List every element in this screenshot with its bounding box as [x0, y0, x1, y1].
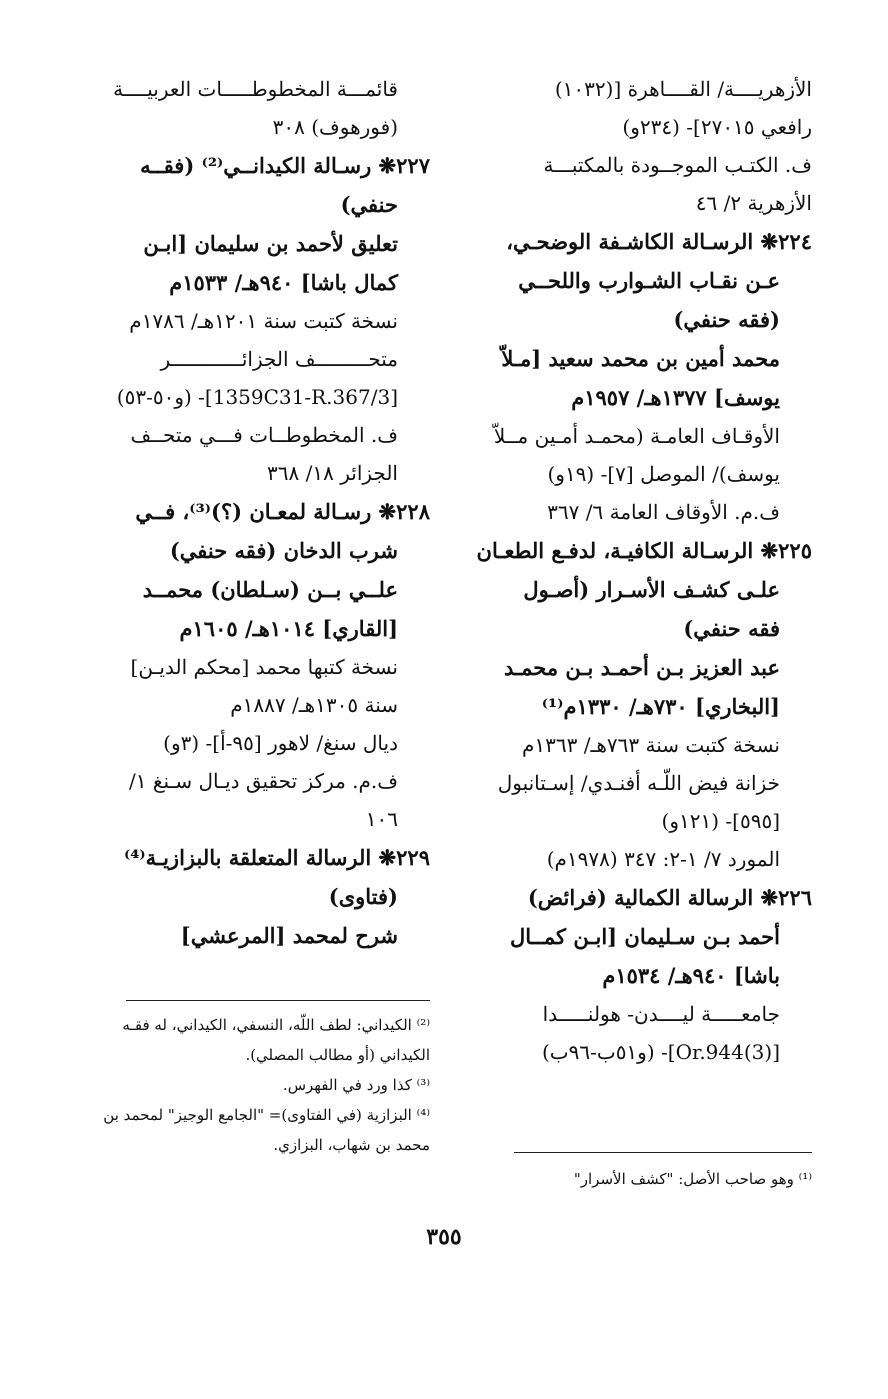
footnote-line: محمد بن شهاب، البزازي.: [273, 1136, 430, 1154]
entry-text-line: الجزائر ١٨/ ٣٦٨: [267, 461, 398, 485]
entry-heading-line: أحمد بـن سـليمان [ابـن كمــال: [509, 924, 780, 949]
right-column: [472, 70, 812, 1071]
entry-heading-line: محمد أمين بن محمد سعيد [مـلاّ: [501, 346, 780, 371]
entry-heading-line: ٢٢٥❋ الرسـالة الكافيـة، لدفـع الطعـان: [476, 538, 812, 563]
entry-text-line: نسخة كتبت سنة ٧٦٣هـ/ ١٣٦٣م: [522, 733, 780, 757]
entry-text-line: يوسف)/ الموصل [٧]- (١٩و): [547, 462, 780, 486]
entry-text-line: [Or.944(3)]- (و٥١ب-٩٦ب): [541, 1040, 780, 1064]
entry-text-line: [1359C31-R.367/3]- (و٥٠-٥٣): [116, 385, 398, 409]
entry-text-line: نسخة كتبت سنة ١٢٠١هـ/ ١٧٨٦م: [129, 309, 398, 333]
entry-text-line: ف.م. مركز تحقيق ديـال سـنغ ١/: [129, 769, 398, 793]
entry-text-line: الأزهريــــة/ القــــاهرة [(١٠٣٢): [554, 77, 812, 101]
entry-text-line: ف. المخطوطــات فـــي متحــف: [130, 423, 398, 447]
entry-heading-line: ٢٢٧❋ رسـالة الكيدانــي⁽²⁾ (فقــه: [140, 153, 430, 178]
entry-text-line: ف. الكتـب الموجــودة بالمكتبـــة: [543, 153, 812, 177]
entry-heading-line: علـى كشـف الأسـرار (أصـول: [523, 577, 780, 602]
entry-heading-line: علــي بــن (سـلطان) محمــد: [142, 577, 398, 602]
entry-heading-line: شرح لمحمد [المرعشي]: [180, 923, 398, 948]
entry-heading-line: [القاري] ١٠١٤هـ/ ١٦٠٥م: [179, 616, 398, 641]
entry-heading-line: يوسف] ١٣٧٧هـ/ ١٩٥٧م: [571, 385, 780, 410]
entry-heading-line: باشا] ٩٤٠هـ/ ١٥٣٤م: [602, 963, 780, 988]
entry-text-line: سنة ١٣٠٥هـ/ ١٨٨٧م: [230, 693, 398, 717]
entry-text-line: قائمـــة المخطوطـــــات العربيــــة: [113, 77, 398, 101]
entry-heading-line: كمال باشا] ٩٤٠هـ/ ١٥٣٣م: [169, 270, 398, 295]
footnote-divider-left: [126, 1000, 430, 1001]
entry-text-line: ١٠٦: [365, 807, 398, 831]
entry-heading-line: حنفي): [340, 192, 398, 217]
footnote-line: ⁽¹⁾ وهو صاحب الأصل: "كشف الأسرار": [573, 1170, 812, 1188]
entry-heading-line: (فقه حنفي): [673, 307, 780, 332]
entry-text-line: رافعي ٢٧٠١٥]- (٢٣٤و): [622, 115, 812, 139]
entry-heading-line: عبد العزيز بـن أحمـد بـن محمـد: [503, 655, 780, 680]
entry-text-line: ف.م. الأوقاف العامة ٦/ ٣٦٧: [547, 500, 780, 524]
footnote-line: ⁽²⁾ الكيداني: لطف اللّه، النسفي، الكيداني، له فقـه: [122, 1016, 430, 1034]
entry-text-line: الأوقـاف العامـة (محمـد أمـين مــلاّ: [493, 424, 780, 448]
entry-heading-line: ٢٢٦❋ الرسالة الكمالية (فرائض): [527, 885, 812, 910]
entry-heading-line: [البخاري] ٧٣٠هـ/ ١٣٣٠م⁽¹⁾: [541, 694, 780, 719]
entry-text-line: المورد ٧/ ١-٢: ٣٤٧ (١٩٧٨م): [546, 847, 780, 871]
entry-heading-line: (فتاوى): [328, 884, 398, 909]
entry-text-line: جامعـــــة ليــــدن- هولنـــــدا: [542, 1002, 780, 1026]
footnote-line: الكيداني (أو مطالب المصلي).: [245, 1046, 430, 1064]
entry-text-line: متحـــــــــف الجزائــــــــــــر: [160, 347, 398, 371]
entry-text-line: الأزهرية ٢/ ٤٦: [695, 191, 812, 215]
page-number: ٣٥٥: [426, 1224, 462, 1250]
entry-heading-line: شرب الدخان (فقه حنفي): [169, 538, 398, 563]
footnotes-left: [90, 1010, 430, 1160]
entry-heading-line: ٢٢٩❋ الرسالة المتعلقة بالبزازيـة⁽⁴⁾: [123, 845, 430, 870]
entry-text-line: نسخة كتبها محمد [محكم الديـن]: [130, 655, 398, 679]
entry-text-line: [٥٩٥]- (١٢١و): [661, 809, 780, 833]
entry-text-line: ديال سنغ/ لاهور [٩٥-أ]- (٣و): [163, 731, 398, 755]
entry-heading-line: فقه حنفي): [683, 616, 780, 641]
entry-heading-line: عـن نقـاب الشـوارب واللحــي: [518, 268, 780, 293]
entry-heading-line: ٢٢٤❋ الرسـالة الكاشـفة الوضحـي،: [506, 229, 812, 254]
left-column: [90, 70, 430, 955]
entry-heading-line: ٢٢٨❋ رسـالة لمعـان (؟)⁽³⁾، فــي: [135, 499, 430, 524]
footnotes-right: [472, 1164, 812, 1194]
footnote-divider-right: [514, 1152, 812, 1153]
footnote-line: ⁽³⁾ كذا ورد في الفهرس.: [282, 1076, 430, 1094]
entry-text-line: خزانة فيض اللّـه أفنـدي/ إسـتانبول: [497, 771, 780, 795]
footnote-line: ⁽⁴⁾ البزازية (في الفتاوى)= "الجامع الوجيز" لمحمد بن: [103, 1106, 430, 1124]
entry-heading-line: تعليق لأحمد بن سليمان [ابـن: [143, 231, 398, 256]
entry-text-line: (فورهوف) ٣٠٨: [272, 115, 398, 139]
